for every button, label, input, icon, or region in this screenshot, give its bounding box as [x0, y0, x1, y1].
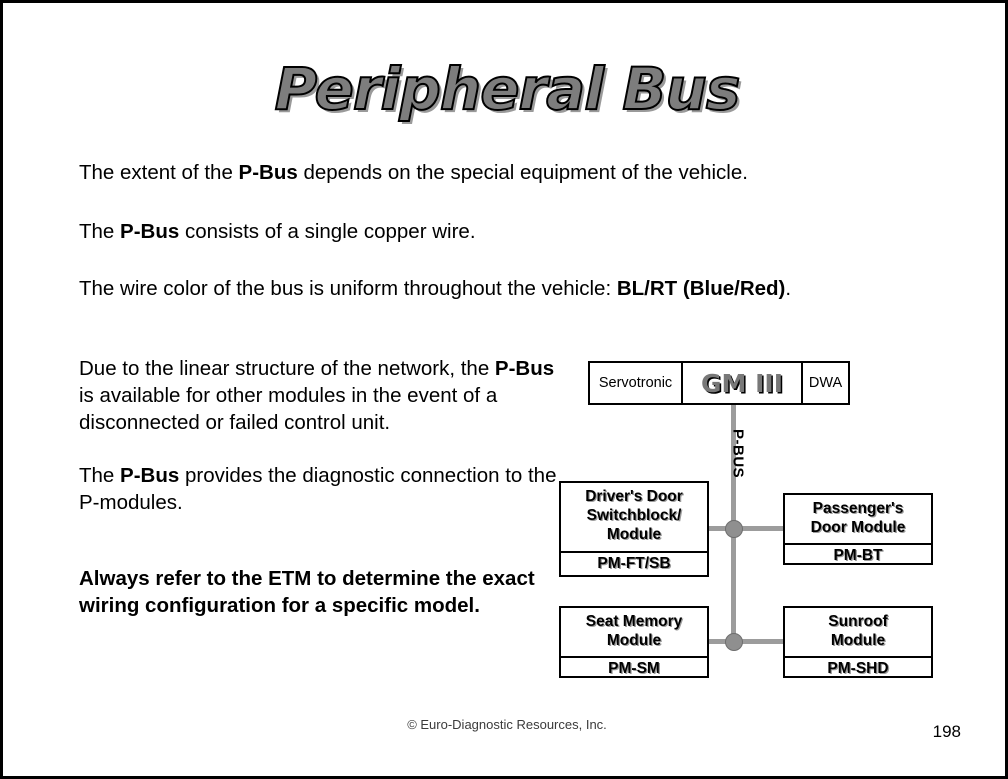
module-box-passenger-door: [783, 493, 933, 565]
module-dwa: DWA: [808, 375, 843, 391]
p1-pre: The extent of the: [79, 161, 239, 184]
module-gm3: GM III: [683, 363, 803, 403]
module-title-seat-memory: [561, 608, 707, 650]
paragraph-copper-wire: [79, 218, 959, 245]
module-code-passenger-door: PM-BT: [785, 543, 931, 567]
paragraph-extent: [79, 159, 959, 186]
module-title-sunroof: [785, 608, 931, 650]
p-bus-label: P-BUS: [729, 429, 747, 479]
p1-bold: P-Bus: [238, 161, 298, 184]
p4-post: is available for other modules in the event of a disconnected or failed control unit.: [79, 384, 498, 434]
module-title-line2: Module: [606, 632, 662, 649]
paragraph-wire-color: [79, 275, 959, 302]
module-box-seat-memory: [559, 606, 709, 678]
p3-post: .: [785, 277, 792, 300]
p4-pre: Due to the linear structure of the network, the: [79, 357, 495, 380]
paragraph-etm-note: Always refer to the ETM to determine the exact wiring configuration for a specific model.: [79, 567, 535, 617]
paragraph-linear-structure: [79, 355, 559, 436]
p5-pre: The: [79, 464, 121, 487]
module-title-line2: Door Module: [810, 519, 906, 536]
p3-pre: The wire color of the bus is uniform throughout the vehicle:: [79, 277, 617, 300]
p5-bold: P-Bus: [120, 464, 180, 487]
bus-horizontal-line-upper: [701, 526, 796, 531]
p4-bold: P-Bus: [494, 357, 555, 380]
module-title-line2: Module: [830, 632, 886, 649]
copyright-notice: © Euro-Diagnostic Resources, Inc.: [407, 717, 607, 732]
control-unit-group: [588, 361, 850, 405]
module-title-passenger-door: [785, 495, 931, 537]
p5-post: provides the diagnostic connection to the P-modules.: [79, 464, 557, 514]
p-bus-network-diagram: [531, 351, 951, 689]
p2-pre: The: [79, 220, 121, 243]
page-number: 198: [932, 722, 961, 741]
bus-horizontal-line-lower: [701, 639, 796, 644]
page-title: Peripheral Bus: [274, 55, 740, 123]
module-title-line3: Module: [606, 526, 662, 543]
module-code-sunroof: PM-SHD: [785, 656, 931, 680]
p1-post: depends on the special equipment of the vehicle.: [297, 161, 748, 184]
module-title-line1: Seat Memory: [585, 613, 683, 630]
module-servotronic: Servotronic: [590, 363, 683, 403]
module-title-line2: Switchblock/: [586, 507, 682, 524]
bus-node-upper: [725, 520, 743, 538]
module-title-line1: Sunroof: [828, 613, 888, 630]
p2-bold: P-Bus: [120, 220, 180, 243]
bus-node-lower: [725, 633, 743, 651]
module-box-sunroof: [783, 606, 933, 678]
paragraph-diagnostic-connection: [79, 462, 559, 516]
p2-post: consists of a single copper wire.: [179, 220, 476, 243]
module-box-driver-door: [559, 481, 709, 577]
module-title-line1: Driver's Door: [585, 488, 683, 505]
p3-bold: BL/RT (Blue/Red): [616, 277, 786, 300]
module-code-seat-memory: PM-SM: [561, 656, 707, 680]
module-title-driver-door: [561, 483, 707, 544]
module-title-line1: Passenger's: [812, 500, 904, 517]
module-code-driver-door: PM-FT/SB: [561, 551, 707, 575]
